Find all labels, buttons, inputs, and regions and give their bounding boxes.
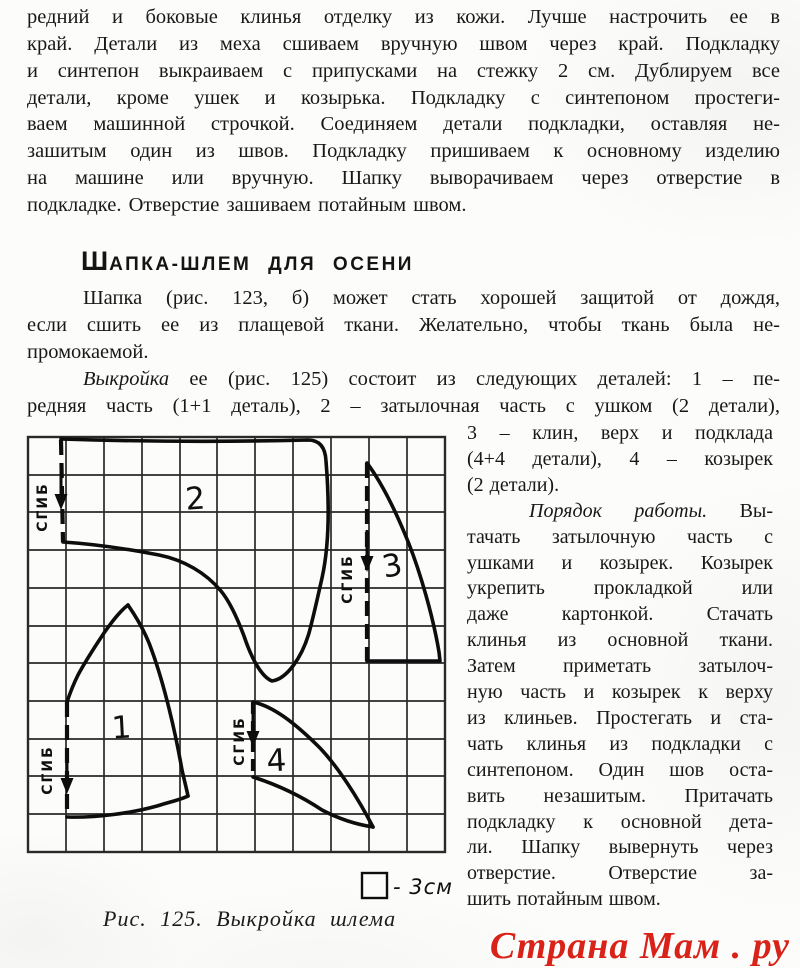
pattern-grid bbox=[28, 437, 445, 852]
paragraph-rain-hat-intro bbox=[27, 285, 780, 366]
text-line: ваем машинной строчкой. Соединяем детали подкладки, оставляя не- bbox=[27, 113, 780, 136]
piece-number-3: 3 bbox=[379, 546, 406, 586]
section-heading: ШАПКА-ШЛЕМ ДЛЯ ОСЕНИ bbox=[81, 246, 414, 276]
text-line: укрепить прокладкой или bbox=[467, 577, 773, 600]
text-line: и синтепон выкраиваем с припусками на стежку 2 см. Дублируем все bbox=[27, 59, 780, 82]
fold-arrow-head bbox=[361, 556, 374, 572]
paragraph-pattern-pieces bbox=[27, 366, 780, 420]
fold-label: СГИБ bbox=[340, 554, 356, 604]
pattern-piece-visor bbox=[232, 702, 373, 827]
text-line: клинья из основной ткани. bbox=[467, 629, 773, 652]
text-line: подкладку к основной дета- bbox=[467, 810, 773, 833]
piece-number-4: 4 bbox=[265, 742, 288, 780]
text-line: Шапка (рис. 123, б) может стать хорошей защитой от дождя, bbox=[83, 287, 780, 309]
pattern-piece-front bbox=[40, 605, 188, 817]
text-line: Порядок работы. Вы- bbox=[529, 499, 774, 522]
fold-label: СГИБ bbox=[35, 482, 51, 532]
pattern-diagram bbox=[16, 430, 466, 908]
text-line: даже картонкой. Стачать bbox=[467, 603, 773, 626]
text-line: (2 детали). bbox=[467, 473, 560, 496]
text-line: подкладке. Отверстие зашиваем потайным швом. bbox=[27, 193, 467, 216]
piece-number-1: 1 bbox=[110, 709, 133, 747]
figure-caption: Рис. 125. Выкройка шлема bbox=[103, 906, 397, 931]
fold-label: СГИБ bbox=[232, 716, 248, 766]
text-line: край. Детали из меха сшиваем вручную швом через край. Подкладку bbox=[27, 32, 780, 55]
text-line: (4+4 детали), 4 – козырек bbox=[467, 447, 773, 470]
fold-label: СГИБ bbox=[40, 745, 56, 795]
text-line: на машине или вручную. Шапку выворачиваем через отверстие в bbox=[27, 167, 780, 190]
scale-square bbox=[362, 873, 387, 898]
right-column-pattern-pieces-cont bbox=[467, 421, 773, 499]
text-line: из клиньев. Простегать и ста- bbox=[467, 706, 773, 729]
fold-arrow-head bbox=[61, 778, 74, 794]
text-line: детали, кроме ушек и козырька. Подкладку с синтепоном простеги- bbox=[27, 86, 780, 109]
site-watermark: Страна Мам . ру bbox=[489, 925, 790, 967]
text-line: редний и боковые клинья отделку из кожи. Лучше настрочить ее в bbox=[27, 6, 780, 28]
paragraph-fur-hat-finishing bbox=[27, 4, 780, 219]
text-line: чать клинья из подкладки с bbox=[467, 732, 773, 755]
text-line: 3 – клин, верх и подклада bbox=[467, 422, 773, 444]
scale-label: - 3см bbox=[393, 875, 454, 899]
text-line: Затем приметать затылоч- bbox=[467, 655, 773, 678]
text-line: ную часть и козырек к верху bbox=[467, 681, 773, 704]
text-line: промокаемой. bbox=[27, 340, 149, 363]
text-line: зашитым один из швов. Подкладку пришиваем к основному изделию bbox=[27, 140, 780, 163]
text-line: если сшить ее из плащевой ткани. Желательно, чтобы ткань была не- bbox=[27, 313, 780, 336]
text-line: синтепоном. Один шов оста- bbox=[467, 758, 773, 781]
text-line: ушками и козырек. Козырек bbox=[467, 551, 773, 574]
text-line: ли. Шапку вывернуть через bbox=[467, 836, 773, 859]
scale-indicator bbox=[362, 873, 453, 899]
right-column-work-order bbox=[467, 499, 773, 914]
text-line: тачать затылочную часть с bbox=[467, 525, 773, 548]
text-line: шить потайным швом. bbox=[467, 888, 661, 911]
text-line: отверстие. Отверстие за- bbox=[467, 862, 773, 885]
text-line: вить незашитым. Притачать bbox=[467, 784, 773, 807]
piece-number-2: 2 bbox=[184, 480, 207, 518]
text-line: редняя часть (1+1 деталь), 2 – затылочная часть с ушком (2 детали), bbox=[27, 394, 780, 417]
text-line: Выкройка ее (рис. 125) состоит из следующих деталей: 1 – пе- bbox=[83, 368, 780, 390]
pattern-piece-wedge bbox=[340, 463, 440, 661]
